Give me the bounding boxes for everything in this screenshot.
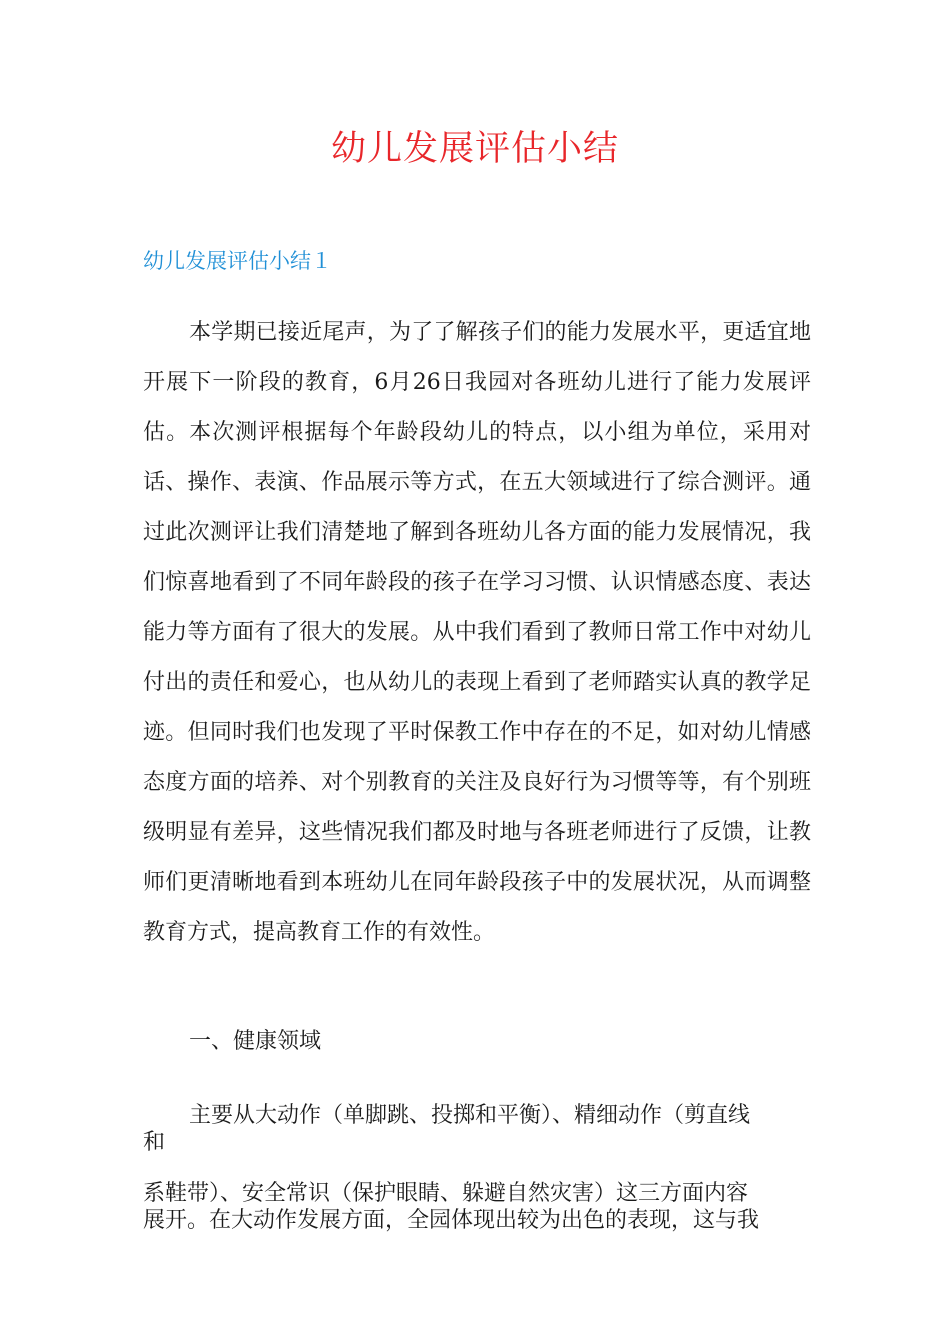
health-text-line: 展开。在大动作发展方面，全园体现出较为出色的表现，这与我 bbox=[143, 1208, 760, 1233]
document-title: 幼儿发展评估小结 bbox=[330, 129, 619, 169]
health-text-line: 主要从大动作（单脚跳、投掷和平衡）、精细动作（剪直线 bbox=[189, 1103, 751, 1128]
health-text-line: 系鞋带）、安全常识（保护眼睛、躲避自然灾害）这三方面内容 bbox=[143, 1181, 749, 1206]
subheading-health: 一、健康领域 bbox=[189, 1029, 322, 1054]
section-heading: 幼儿发展评估小结１ bbox=[143, 249, 332, 273]
health-text-line: 和 bbox=[143, 1130, 166, 1155]
intro-paragraph: 本学期已接近尾声，为了了解孩子们的能力发展水平，更适宜地开展下一阶段的教育，6月26日我园对各班幼儿进行了能力发展评估。本次测评根据每个年龄段幼儿的特点，以小组为单位，采用对话、操作、表演、作品展示等方式，在五大领域进行了综合测评。通过此次测评让我们清楚地了解到各班幼儿各方面的能力发展情况，我们惊喜地看到了不同年龄段的孩子在学习习惯、认识情感态度、表达能力等方面有了很大的发展。从中我们看到了教师日常工作中对幼儿付出的责任和爱心，也从幼儿的表现上看到了老师踏实认真的教学足迹。但同时我们也发现了平时保教工作中存在的不足，如对幼儿情感态度方面的培养、对个别教育的关注及良好行为习惯等等，有个别班级明显有差异，这些情况我们都及时地与各班老师进行了反馈，让教师们更清晰地看到本班幼儿在同年龄段孩子中的发展状况，从而调整教育方式，提高教育工作的有效性。 bbox=[143, 320, 811, 945]
